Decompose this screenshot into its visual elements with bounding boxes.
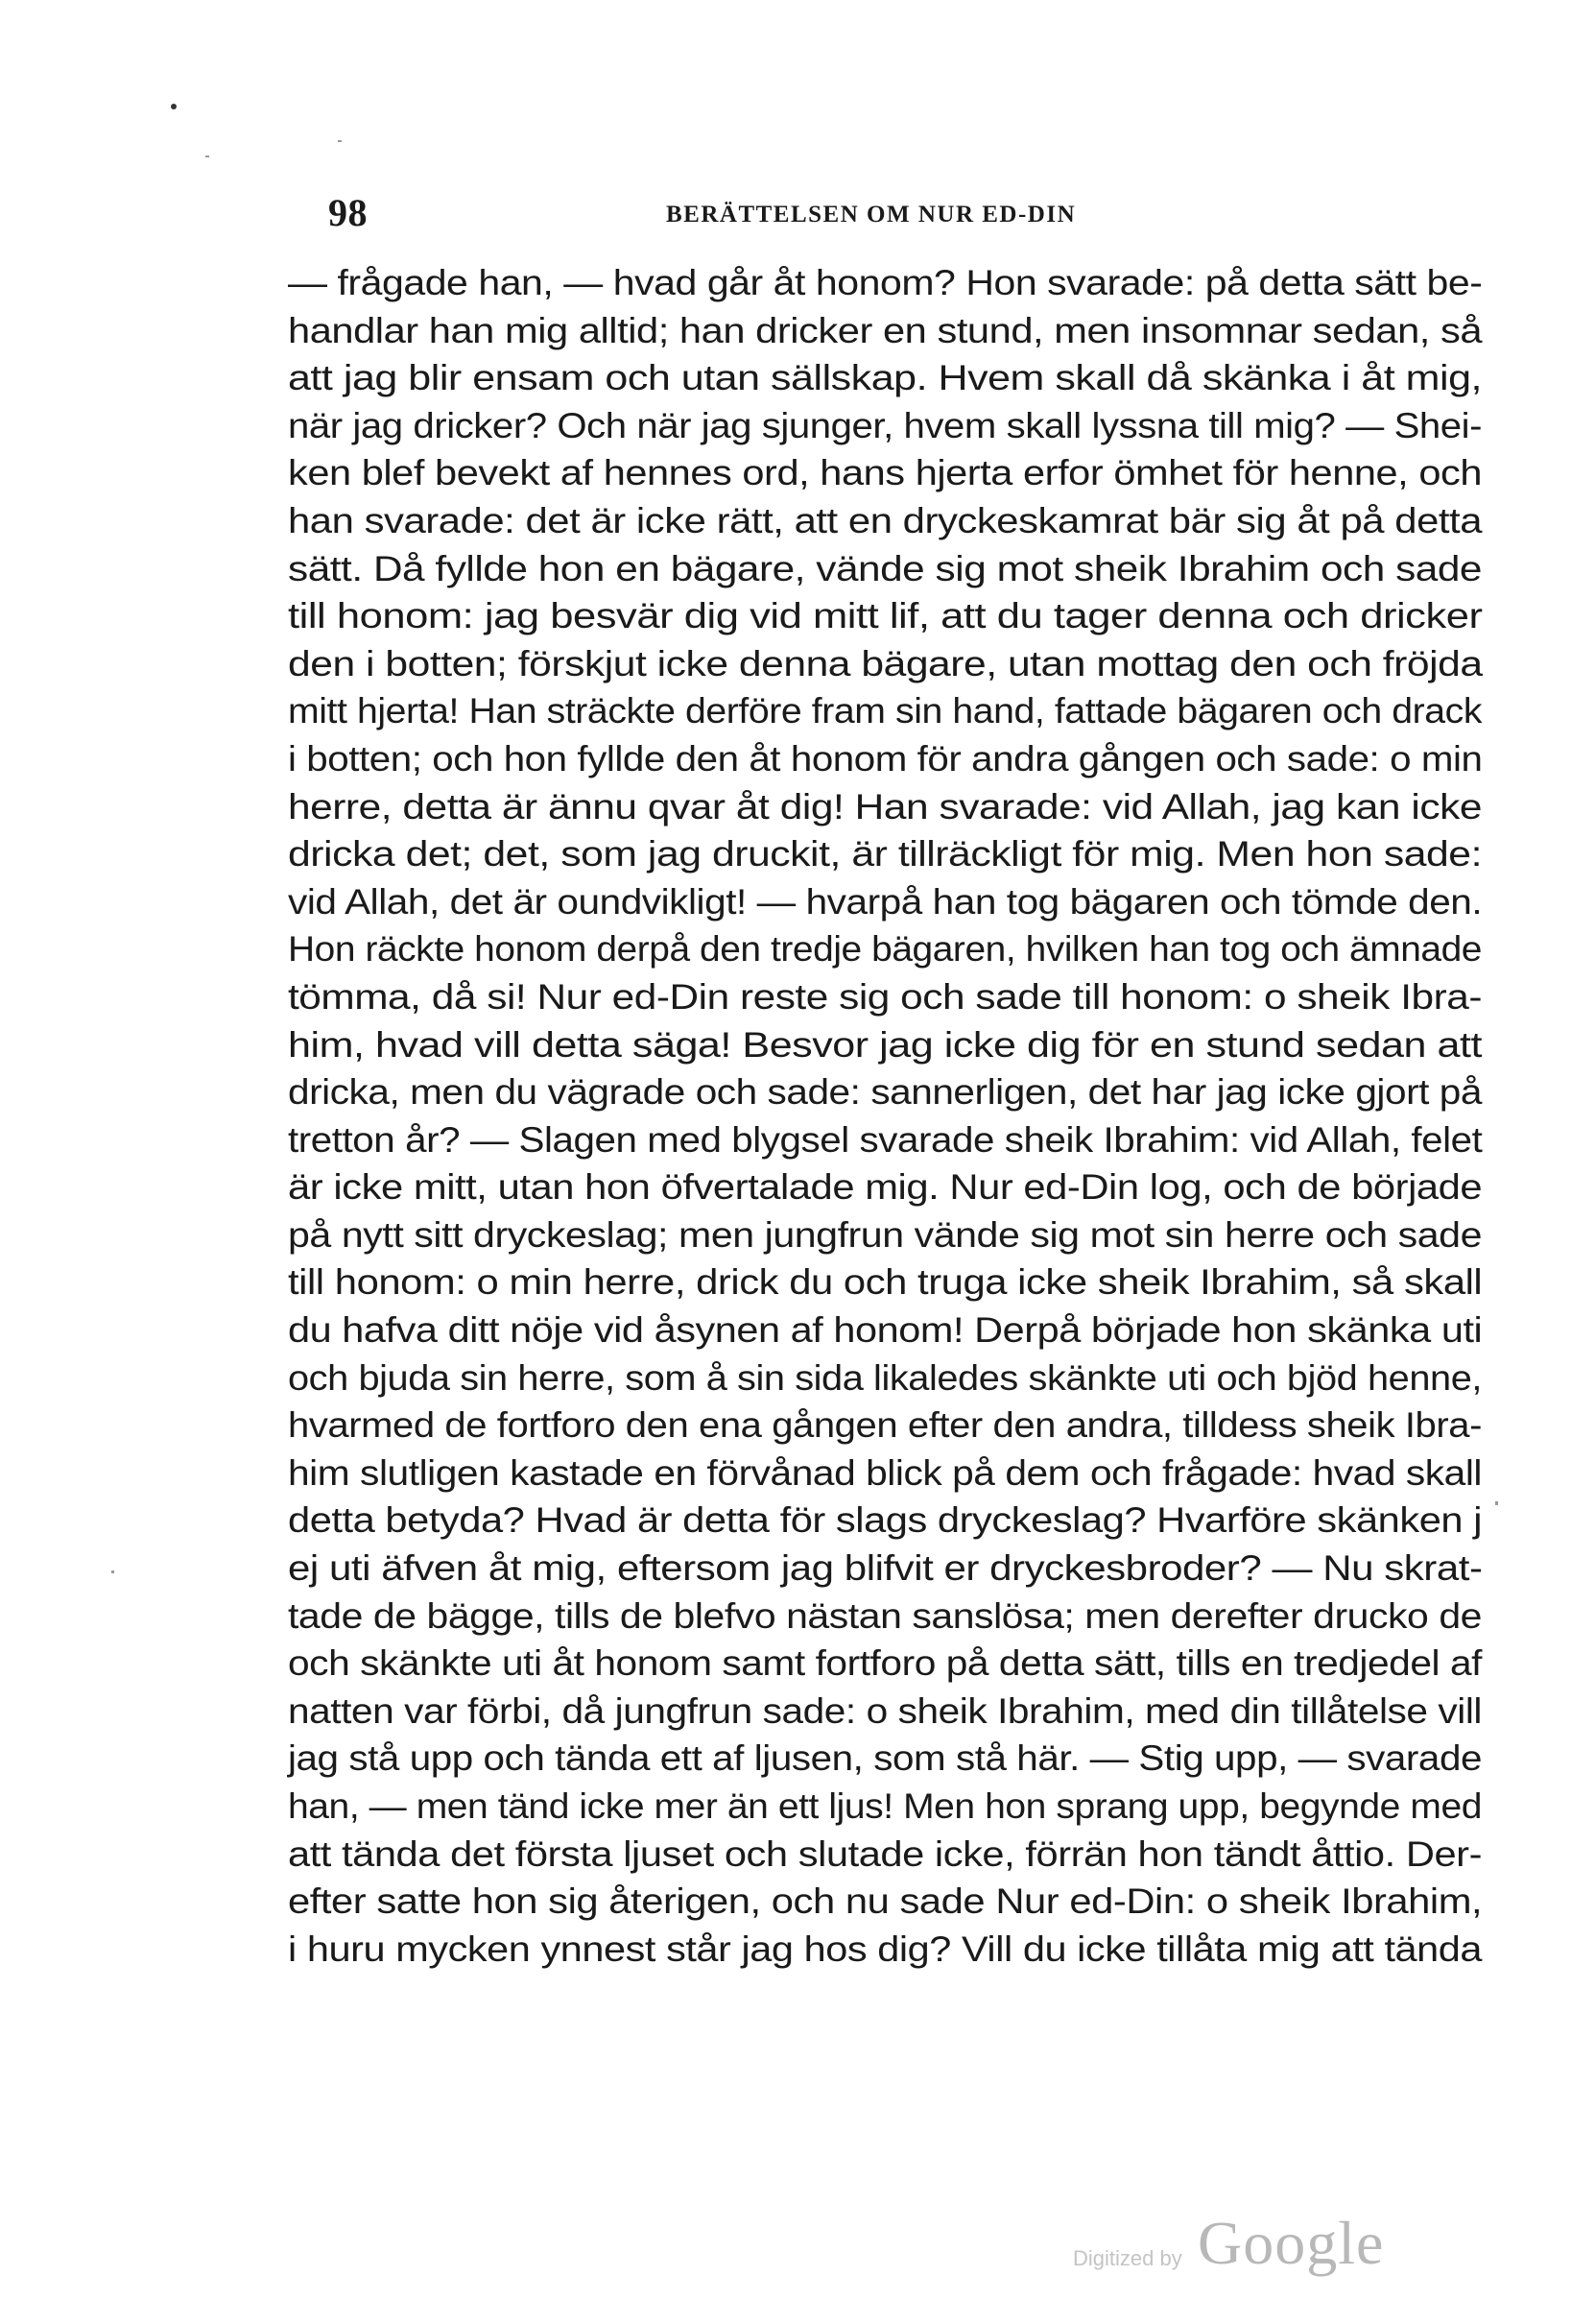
text-line: dricka, men du vägrade och sade: sannerligen, det har jag icke gjort på bbox=[288, 1072, 1483, 1113]
text-line: herre, detta är ännu qvar åt dig! Han svarade: vid Allah, jag kan icke bbox=[288, 786, 1482, 827]
text-line: till honom: o min herre, drick du och truga icke sheik Ibrahim, så skall bbox=[288, 1262, 1483, 1303]
text-line: i botten; och hon fyllde den åt honom för andra gången och sade: o min bbox=[288, 738, 1483, 779]
text-line: du hafva ditt nöje vid åsynen af honom! Derpå började hon skänka uti bbox=[288, 1310, 1483, 1351]
text-line: jag stå upp och tända ett af ljusen, som stå här. — Stig upp, — svarade bbox=[288, 1738, 1483, 1779]
text-line: — frågade han, — hvad går åt honom? Hon svarade: på detta sätt be- bbox=[288, 263, 1483, 302]
watermark-brand: Google bbox=[1198, 2209, 1385, 2277]
text-line: när jag dricker? Och när jag sjunger, hvem skall lyssna till mig? — Shei- bbox=[288, 405, 1483, 445]
text-line: och bjuda sin herre, som å sin sida likaledes skänkte uti och bjöd henne, bbox=[288, 1357, 1482, 1398]
text-line: i huru mycken ynnest står jag hos dig? Vill du icke tillåta mig att tända bbox=[288, 1929, 1482, 1969]
text-line: den i botten; förskjut icke denna bägare, utan mottag den och fröjda bbox=[288, 643, 1483, 683]
page-header bbox=[328, 190, 1491, 238]
text-line: mitt hjerta! Han sträckte derföre fram sin hand, fattade bägaren och drack bbox=[288, 691, 1483, 731]
text-line: vid Allah, det är oundvikligt! — hvarpå han tog bägaren och tömde den. bbox=[288, 881, 1483, 922]
page-number: 98 bbox=[328, 191, 368, 234]
text-line: him slutligen kastade en förvånad blick på dem och frågade: hvad skall bbox=[288, 1452, 1483, 1493]
scan-mark bbox=[111, 1570, 114, 1573]
text-line: på nytt sitt dryckeslag; men jungfrun vände sig mot sin herre och sade bbox=[288, 1214, 1482, 1255]
scan-mark bbox=[338, 140, 342, 142]
text-line: han, — men tänd icke mer än ett ljus! Men hon sprang upp, begynde med bbox=[288, 1786, 1482, 1826]
text-line: handlar han mig alltid; han dricker en stund, men insomnar sedan, så bbox=[288, 310, 1483, 350]
text-line: tretton år? — Slagen med blygsel svarade sheik Ibrahim: vid Allah, felet bbox=[288, 1119, 1483, 1160]
text-line: him, hvad vill detta säga! Besvor jag icke dig för en stund sedan att bbox=[288, 1024, 1482, 1065]
text-line: tömma, då si! Nur ed-Din reste sig och sade till honom: o sheik Ibra- bbox=[288, 976, 1482, 1017]
text-line: till honom: jag besvär dig vid mitt lif, att du tager denna och dricker bbox=[288, 596, 1483, 636]
text-line: ken blef bevekt af hennes ord, hans hjerta erfor ömhet för henne, och bbox=[288, 453, 1482, 493]
watermark-prefix: Digitized by bbox=[1073, 2246, 1182, 2270]
text-line: ej uti äfven åt mig, eftersom jag blifvit er dryckesbroder? — Nu skrat- bbox=[288, 1548, 1483, 1589]
text-line: och skänkte uti åt honom samt fortforo på detta sätt, tills en tredjedel af bbox=[288, 1643, 1483, 1684]
scan-mark bbox=[1495, 1501, 1498, 1505]
text-line: tade de bägge, tills de blefvo nästan sanslösa; men derefter drucko de bbox=[288, 1595, 1482, 1636]
text-line: att jag blir ensam och utan sällskap. Hvem skall då skänka i åt mig, bbox=[288, 358, 1482, 398]
text-line: natten var förbi, då jungfrun sade: o sheik Ibrahim, med din tillåtelse vill bbox=[288, 1690, 1482, 1731]
body-text bbox=[288, 259, 1482, 1973]
text-line: Hon räckte honom derpå den tredje bägaren, hvilken han tog och ämnade bbox=[288, 929, 1482, 970]
google-watermark bbox=[1073, 2208, 1390, 2285]
text-line: han svarade: det är icke rätt, att en dryckeskamrat bär sig åt på detta bbox=[288, 500, 1482, 540]
ink-speck bbox=[171, 104, 177, 109]
running-head: BERÄTTELSEN OM NUR ED-DIN bbox=[666, 202, 1077, 228]
text-line: dricka det; det, som jag druckit, är tillräckligt för mig. Men hon sade: bbox=[288, 834, 1482, 874]
text-line: att tända det första ljuset och slutade icke, förrän hon tändt åttio. Der- bbox=[288, 1833, 1482, 1874]
text-line: hvarmed de fortforo den ena gången efter den andra, tilldess sheik Ibra- bbox=[288, 1405, 1483, 1446]
text-line: efter satte hon sig återigen, och nu sade Nur ed-Din: o sheik Ibrahim, bbox=[288, 1881, 1483, 1922]
text-line: detta betyda? Hvad är detta för slags dryckeslag? Hvarföre skänken j bbox=[288, 1500, 1483, 1541]
scan-mark bbox=[205, 156, 209, 157]
text-line: är icke mitt, utan hon öfvertalade mig. Nur ed-Din log, och de började bbox=[288, 1167, 1483, 1208]
text-line: sätt. Då fyllde hon en bägare, vände sig mot sheik Ibrahim och sade bbox=[288, 548, 1482, 588]
